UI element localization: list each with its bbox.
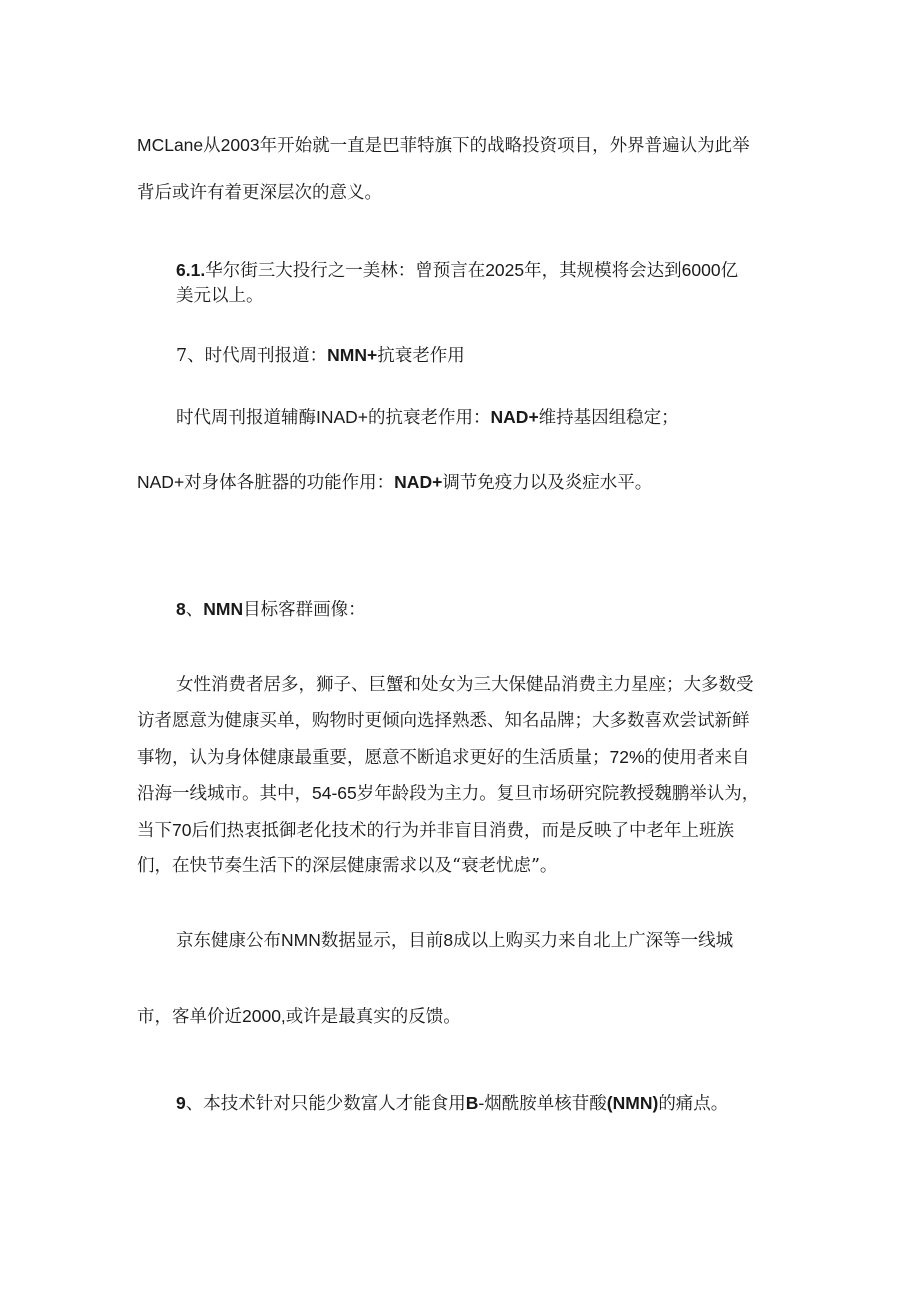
p1-line-1: MCLane从2003年开始就一直是巴菲特旗下的战略投资项目，外界普遍认为此举 — [137, 135, 750, 156]
s8-p1-line-4: 沿海一线城市。其中，54-65岁年龄段为主力。复旦市场研究院教授魏鹏举认为， — [137, 783, 760, 804]
s61-line-2: 美元以上。 — [176, 286, 264, 306]
s9-heading: 9、本技术针对只能少数富人才能食用B-烟酰胺单核苷酸(NMN)的痛点。 — [176, 1093, 729, 1114]
s8-p1-line-2: 访者愿意为健康买单，购物时更倾向选择熟悉、知名品牌；大多数喜欢尝试新鲜 — [137, 711, 750, 731]
s7-line-1: 时代周刊报道辅酶INAD+的抗衰老作用：NAD+维持基因组稳定； — [176, 407, 679, 428]
s61-line-1: 6.1.华尔街三大投行之一美林：曾预言在2025年，其规模将会达到6000亿 — [176, 260, 739, 281]
s8-p1-line-3: 事物，认为身体健康最重要，愿意不断追求更好的生活质量；72%的使用者来自 — [137, 747, 750, 768]
s8-p2-line-2: 市，客单价近2000,或许是最真实的反馈。 — [137, 1006, 461, 1027]
s7-heading: 7、时代周刊报道：NMN+抗衰老作用 — [176, 345, 465, 366]
s8-heading: 8、NMN目标客群画像： — [176, 599, 366, 620]
p1-line-2: 背后或许有着更深层次的意义。 — [137, 183, 382, 203]
s8-p1-line-1: 女性消费者居多，狮子、巨蟹和处女为三大保健品消费主力星座；大多数受 — [176, 675, 754, 695]
s7-line-2: NAD+对身体各脏器的功能作用：NAD+调节免疫力以及炎症水平。 — [137, 472, 653, 493]
s8-p1-line-6: 们，在快节奏生活下的深层健康需求以及“衰老忧虑”。 — [137, 856, 558, 876]
s8-p1-line-5: 当下70后们热衷抵御老化技术的行为并非盲目消费，而是反映了中老年上班族 — [137, 820, 734, 841]
s8-p2-line-1: 京东健康公布NMN数据显示，目前8成以上购买力来自北上广深等一线城 — [176, 930, 734, 951]
